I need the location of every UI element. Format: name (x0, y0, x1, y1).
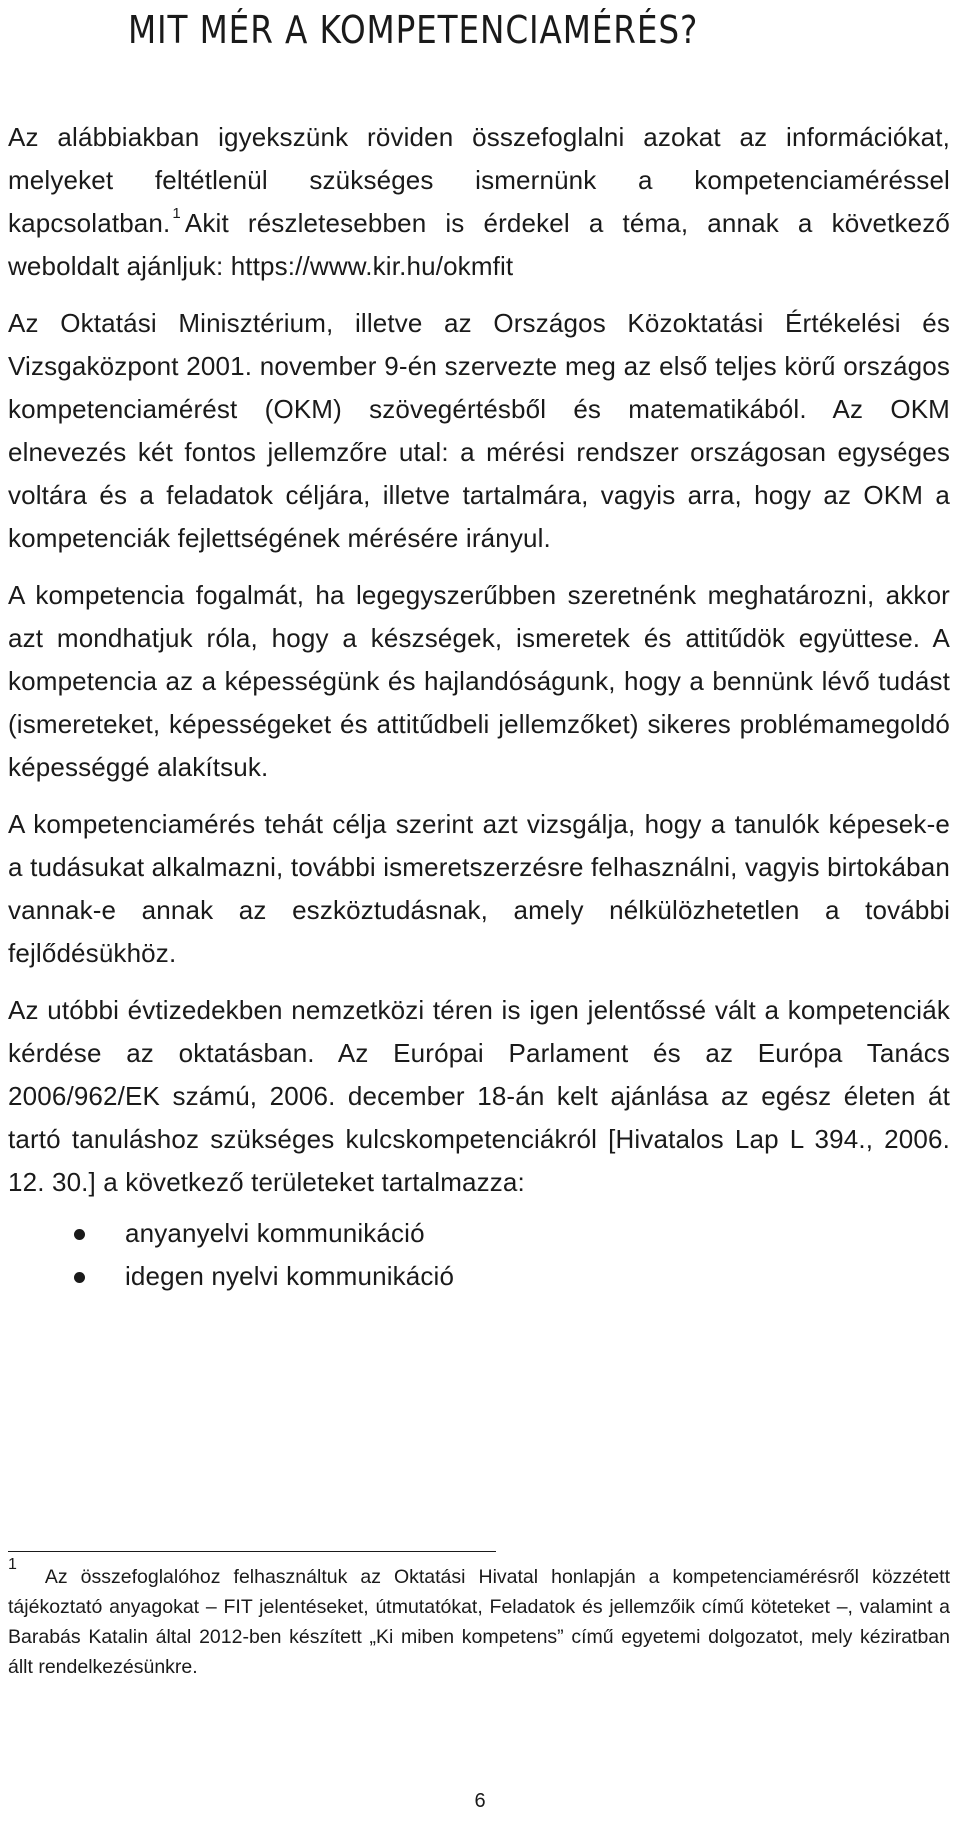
list-item-label: anyanyelvi kommunikáció (125, 1218, 425, 1248)
page-number: 6 (474, 1790, 486, 1812)
paragraph-key-competences: Az utóbbi évtizedekben nemzetközi téren is igen jelentőssé vált a kompetenciák kérdése az oktatásban. Az Európai Parlament és az Európa Tanács 2006/962/EK számú, 2006. december 18-án kelt ajánlása az egész életen át tartó tanuláshoz szükséges kulcskompetenciákról [Hivatalos Lap L 394., 2006. 12. 30.] a következő területeket tartalmazza: (8, 995, 950, 1197)
paragraph-okm: Az Oktatási Minisztérium, illetve az Országos Közoktatási Értékelési és Vizsgaközpont 2001. november 9-én szervezte meg az első teljes körű országos kompetenciamérést (OKM) szövegértésből és matematikából. Az OKM elnevezés két fontos jellemzőre utal: a mérési rendszer országosan egységes voltára és a feladatok céljára, illetve tartalmára, vagyis arra, hogy az OKM a kompetenciák fejlettségének mérésére irányul. (8, 308, 950, 553)
paragraph-measurement-purpose: A kompetenciamérés tehát célja szerint azt vizsgálja, hogy a tanulók képesek-e a tudásukat alkalmazni, további ismeretszerzésre felhasználni, vagyis birtokában vannak-e annak az eszköztudásnak, amely nélkülözhetetlen a további fejlődésükhöz. (8, 809, 950, 968)
list-item-label: idegen nyelvi kommunikáció (125, 1261, 455, 1291)
main-text (8, 116, 950, 1298)
footnote-reference[interactable]: 1 (172, 205, 181, 222)
page-title: MIT MÉR A KOMPETENCIAMÉRÉS? (128, 8, 699, 52)
competence-list (8, 1212, 950, 1298)
footnote-mark: 1 (8, 1556, 17, 1573)
paragraph-intro-text-b: Akit részletesebben is érdekel a téma, annak a következő weboldalt ajánljuk: https://www.kir.hu/okmfit (8, 208, 950, 281)
paragraph-intro-text-a: Az alábbiakban igyekszünk röviden összefoglalni azokat az információkat, melyeket feltétlenül szükséges ismernünk a kompetenciaméréssel kapcsolatban. (8, 122, 950, 238)
footnote-separator (8, 1551, 496, 1552)
paragraph-competence-definition: A kompetencia fogalmát, ha legegyszerűbben szeretnénk meghatározni, akkor azt mondhatjuk róla, hogy a készségek, ismeretek és attitűdök együttese. A kompetencia az a képességünk és hajlandóságunk, hogy a bennünk lévő tudást (ismereteket, képességeket és attitűdbeli jellemzőket) sikeres problémamegoldó képességgé alakítsuk. (8, 580, 950, 782)
footnote-text: Az összefoglalóhoz felhasználtuk az Oktatási Hivatal honlapján a kompetenciamérésről közzétett tájékoztató anyagokat – FIT jelentéseket, útmutatókat, Feladatok és jellemzőik című köteteket –, valamint a Barabás Katalin által 2012-ben készített „Ki miben kompetens” című egyetemi dolgozatot, mely kéziratban állt rendelkezésünkre. (8, 1566, 950, 1678)
list-item (8, 1255, 950, 1298)
paragraph-intro (8, 116, 950, 288)
footnote (8, 1556, 950, 1682)
list-item (8, 1212, 950, 1255)
bullet-icon (74, 1272, 85, 1283)
bullet-icon (74, 1229, 85, 1240)
